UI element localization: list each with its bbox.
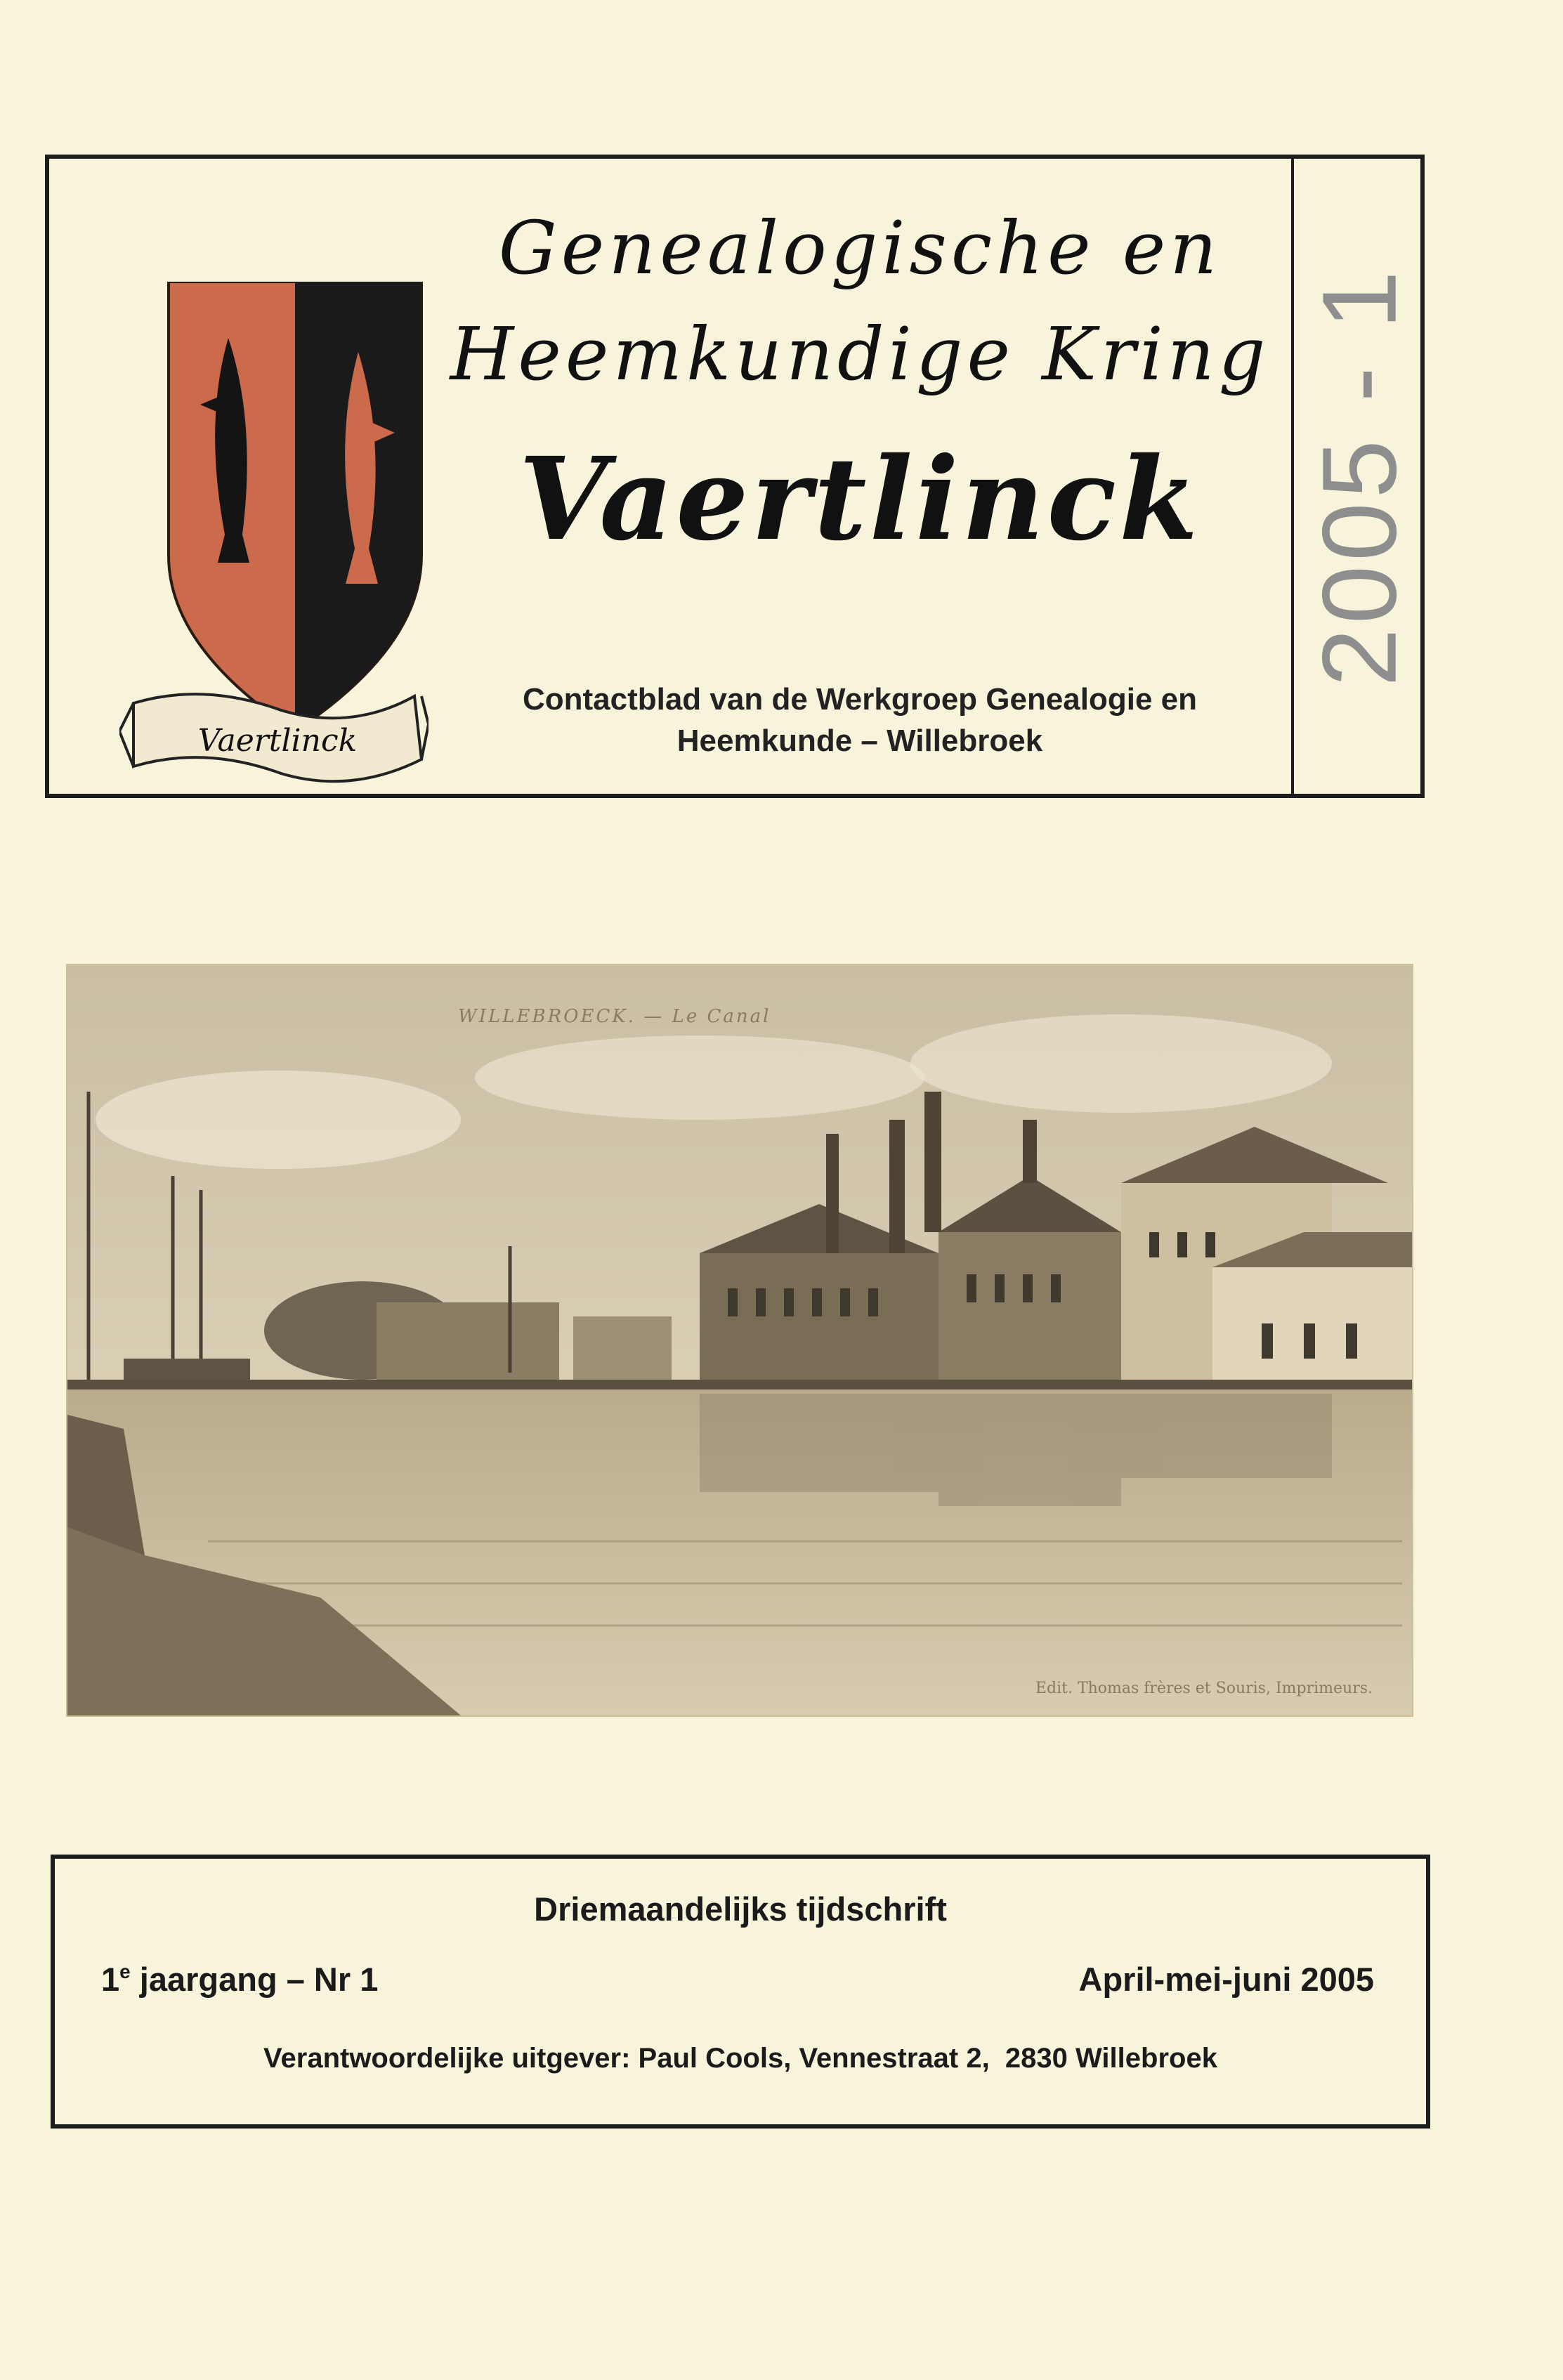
volume-number	[101, 1960, 378, 1999]
footer-box	[51, 1855, 1430, 2129]
title-line-2: Heemkundige Kring	[450, 310, 1270, 397]
publication-frequency: Driemaandelijks tijdschrift	[534, 1890, 947, 1928]
title-line-1: Genealogische en	[498, 205, 1222, 291]
subtitle-line-1: Contactblad van de Werkgroep Genealogie en	[522, 682, 1198, 717]
postcard-caption-top: WILLEBROECK. — Le Canal	[458, 1006, 771, 1027]
header-box	[45, 155, 1425, 798]
canal-scene-image	[67, 965, 1412, 1715]
subtitle	[429, 679, 1291, 762]
issue-number-panel	[1294, 159, 1425, 794]
volume-prefix: 1	[101, 1961, 120, 1998]
volume-rest: jaargang – Nr 1	[130, 1961, 379, 1998]
title-block	[429, 195, 1291, 568]
postcard-image	[67, 965, 1412, 1715]
magazine-title: Vaertlinck	[518, 432, 1201, 566]
volume-superscript: e	[119, 1961, 131, 1982]
publication-period: April-mei-juni 2005	[1078, 1961, 1374, 1998]
issue-number: 2005 - 1	[1300, 266, 1418, 687]
postcard-caption-bottom: Edit. Thomas frères et Souris, Imprimeurs.	[1035, 1680, 1373, 1697]
publisher-line: Verantwoordelijke uitgever: Paul Cools, Vennestraat 2, 2830 Willebroek	[263, 2043, 1217, 2074]
subtitle-line-2: Heemkunde – Willebroek	[676, 724, 1043, 759]
crest-banner-text: Vaertlinck	[197, 723, 358, 759]
coat-of-arms-icon	[119, 282, 429, 830]
